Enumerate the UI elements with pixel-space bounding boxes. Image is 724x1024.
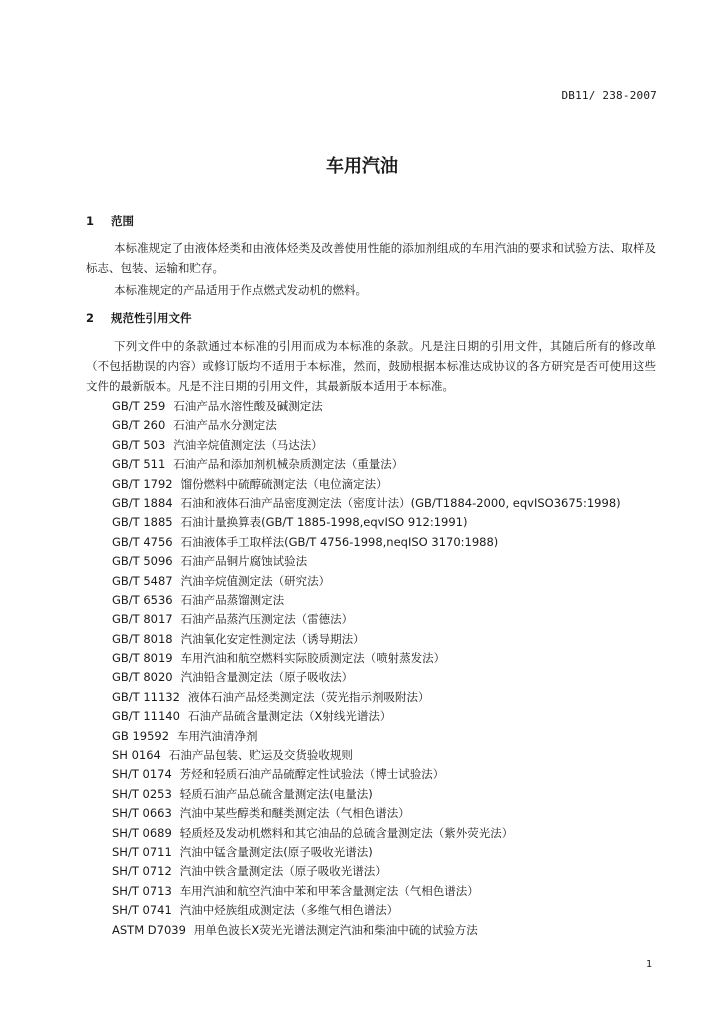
section-1-heading bbox=[86, 213, 134, 229]
reference-item bbox=[112, 804, 621, 823]
reference-title: 汽油中某些醇类和醚类测定法（气相色谱法） bbox=[179, 806, 410, 821]
reference-code: SH/T 0713 bbox=[112, 883, 172, 898]
reference-code: GB/T 11132 bbox=[112, 689, 180, 704]
reference-title: 芳烃和轻质石油产品硫醇定性试验法（博士试验法） bbox=[179, 767, 445, 782]
reference-item bbox=[112, 475, 621, 494]
reference-title: 石油产品水分测定法 bbox=[173, 418, 277, 433]
reference-title: 石油产品水溶性酸及碱测定法 bbox=[173, 399, 323, 413]
reference-title: 石油产品铜片腐蚀试验法 bbox=[180, 554, 308, 569]
reference-code: SH/T 0253 bbox=[112, 786, 172, 801]
reference-title: 石油和液体石油产品密度测定法（密度计法）(GB/T1884-2000, eqvISO3675:1998) bbox=[180, 495, 621, 510]
reference-title: 汽油辛烷值测定法（研究法） bbox=[180, 573, 331, 588]
reference-code: SH/T 0689 bbox=[112, 825, 172, 840]
reference-code: GB/T 1792 bbox=[112, 476, 173, 491]
reference-title: 车用汽油和航空汽油中苯和甲苯含量测定法（气相色谱法） bbox=[179, 883, 479, 898]
reference-item bbox=[112, 707, 621, 726]
reference-title: 轻质烃及发动机燃料和其它油品的总硫含量测定法（紫外荧光法） bbox=[179, 825, 514, 840]
reference-item bbox=[112, 843, 621, 862]
reference-item bbox=[112, 824, 621, 843]
document-title: 车用汽油 bbox=[326, 156, 398, 177]
reference-title: 汽油辛烷值测定法（马达法） bbox=[173, 437, 323, 452]
section-1-number: 1 bbox=[86, 214, 95, 228]
reference-title: 用单色波长X荧光光谱法测定汽油和柴油中硫的试验方法 bbox=[193, 922, 478, 937]
reference-item bbox=[112, 397, 621, 416]
reference-item bbox=[112, 785, 621, 804]
reference-item bbox=[112, 572, 621, 591]
reference-item bbox=[112, 921, 621, 940]
reference-title: 汽油中烃族组成测定法（多维气相色谱法） bbox=[179, 903, 399, 918]
reference-code: GB/T 8019 bbox=[112, 651, 173, 666]
reference-code: SH 0164 bbox=[112, 748, 161, 763]
reference-code: SH/T 0712 bbox=[112, 864, 172, 879]
reference-title: 石油产品硫含量测定法（X射线光谱法） bbox=[187, 709, 392, 724]
reference-item bbox=[112, 610, 621, 629]
reference-title: 馏份燃料中硫醇硫测定法（电位滴定法） bbox=[180, 476, 388, 491]
page-number: 1 bbox=[645, 959, 652, 970]
reference-code: SH/T 0174 bbox=[112, 767, 172, 782]
reference-title: 液体石油产品烃类测定法（荧光指示剂吸附法） bbox=[187, 689, 430, 704]
reference-title: 石油计量换算表(GB/T 1885-1998,eqvISO 912:1991) bbox=[180, 515, 468, 530]
reference-code: GB/T 503 bbox=[112, 437, 166, 452]
reference-list bbox=[112, 397, 621, 940]
reference-code: ASTM D7039 bbox=[112, 922, 186, 937]
section-2-number: 2 bbox=[86, 311, 95, 325]
reference-item bbox=[112, 765, 621, 784]
reference-code: GB/T 511 bbox=[112, 457, 166, 472]
reference-item bbox=[112, 533, 621, 552]
reference-item bbox=[112, 416, 621, 435]
reference-code: GB/T 5487 bbox=[112, 573, 173, 588]
reference-title: 石油产品和添加剂机械杂质测定法（重量法） bbox=[173, 457, 404, 472]
reference-code: GB/T 8020 bbox=[112, 670, 173, 685]
reference-code: SH/T 0741 bbox=[112, 903, 172, 918]
standard-number: DB11/ 238-2007 bbox=[561, 89, 657, 102]
reference-item bbox=[112, 455, 621, 474]
reference-code: GB/T 8017 bbox=[112, 612, 173, 627]
reference-item bbox=[112, 727, 621, 746]
reference-code: GB/T 8018 bbox=[112, 631, 173, 646]
section-1-paragraph-1: 本标准规定了由液体烃类和由液体烃类及改善使用性能的添加剂组成的车用汽油的要求和试验方法、取样及标志、包装、运输和贮存。 bbox=[86, 241, 656, 275]
reference-item bbox=[112, 513, 621, 532]
reference-item bbox=[112, 436, 621, 455]
section-1-title: 范围 bbox=[111, 214, 135, 228]
reference-item bbox=[112, 746, 621, 765]
reference-item bbox=[112, 901, 621, 920]
reference-item bbox=[112, 862, 621, 881]
reference-code: SH/T 0663 bbox=[112, 806, 172, 821]
reference-item bbox=[112, 494, 621, 513]
section-2-intro: 下列文件中的条款通过本标准的引用而成为本标准的条款。凡是注日期的引用文件，其随后所有的修改单（不包括勘误的内容）或修订版均不适用于本标准，然而，鼓励根据本标准达成协议的各方研究是否可使用这些文件的最新版本。凡是不注日期的引用文件，其最新版本适用于本标准。 bbox=[86, 339, 656, 393]
reference-title: 石油液体手工取样法(GB/T 4756-1998,neqISO 3170:1988) bbox=[180, 534, 499, 549]
reference-title: 汽油氧化安定性测定法（诱导期法） bbox=[180, 631, 365, 646]
reference-code: GB/T 1884 bbox=[112, 495, 173, 510]
reference-code: GB/T 259 bbox=[112, 399, 166, 413]
section-2-title: 规范性引用文件 bbox=[111, 311, 192, 325]
reference-code: GB/T 260 bbox=[112, 418, 166, 433]
reference-title: 石油产品蒸馏测定法 bbox=[180, 592, 285, 607]
reference-code: GB 19592 bbox=[112, 728, 170, 743]
reference-item bbox=[112, 882, 621, 901]
reference-code: GB/T 1885 bbox=[112, 515, 173, 530]
reference-title: 汽油铅含量测定法（原子吸收法） bbox=[180, 670, 354, 685]
reference-title: 轻质石油产品总硫含量测定法(电量法) bbox=[179, 786, 373, 801]
reference-code: GB/T 4756 bbox=[112, 534, 173, 549]
section-2-heading bbox=[86, 310, 192, 326]
reference-item bbox=[112, 630, 621, 649]
reference-item bbox=[112, 591, 621, 610]
reference-code: GB/T 5096 bbox=[112, 554, 173, 569]
reference-title: 石油产品蒸汽压测定法（雷德法） bbox=[180, 612, 354, 627]
reference-code: GB/T 6536 bbox=[112, 592, 173, 607]
reference-title: 汽油中铁含量测定法（原子吸收光谱法） bbox=[179, 864, 387, 879]
reference-title: 车用汽油和航空燃料实际胶质测定法（喷射蒸发法） bbox=[180, 651, 446, 666]
reference-code: GB/T 11140 bbox=[112, 709, 180, 724]
reference-code: SH/T 0711 bbox=[112, 844, 172, 859]
section-1-paragraph-2: 本标准规定的产品适用于作点燃式发动机的燃料。 bbox=[114, 283, 367, 297]
reference-title: 汽油中锰含量测定法(原子吸收光谱法) bbox=[179, 844, 373, 859]
reference-item bbox=[112, 552, 621, 571]
reference-title: 石油产品包装、贮运及交货验收规则 bbox=[168, 748, 353, 763]
reference-title: 车用汽油清净剂 bbox=[177, 728, 258, 743]
reference-item bbox=[112, 668, 621, 687]
reference-item bbox=[112, 688, 621, 707]
reference-item bbox=[112, 649, 621, 668]
